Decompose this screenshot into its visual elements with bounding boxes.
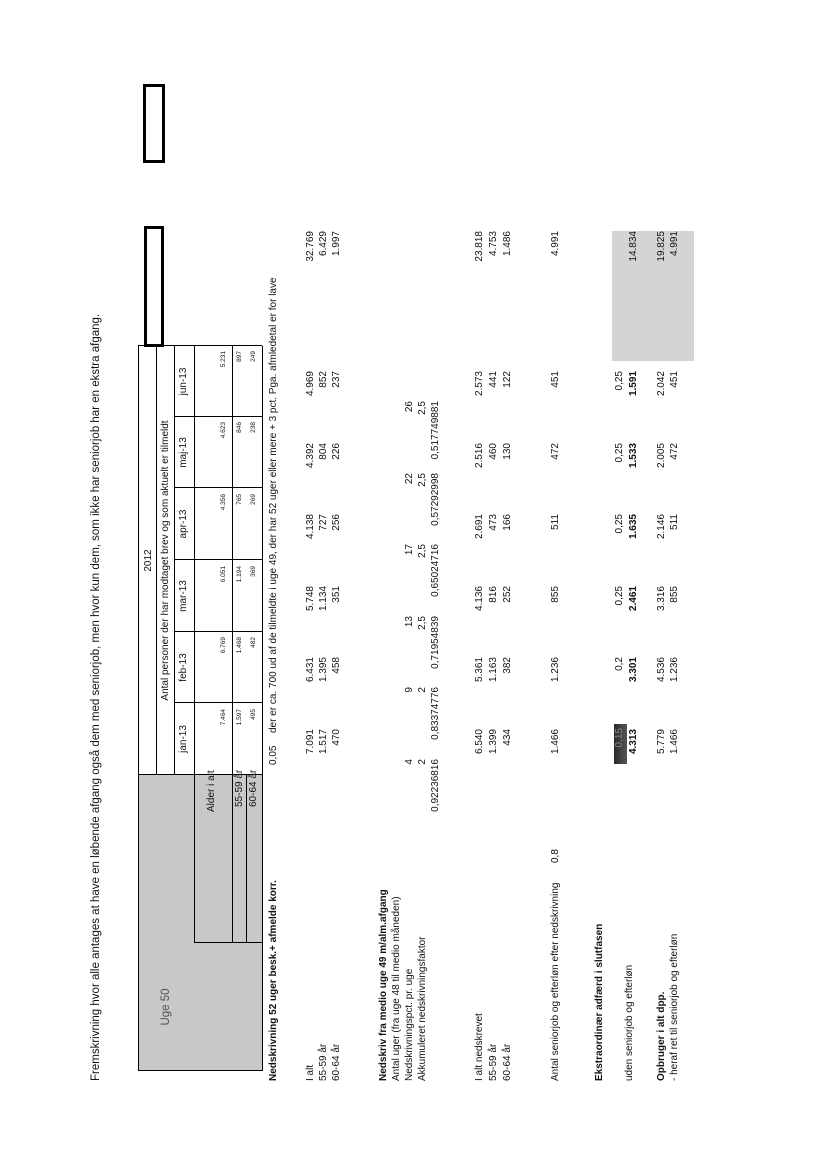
table-cell: 1.194: [236, 566, 243, 583]
note-text: der er ca. 700 ud af de tilmeldte i uge 49, der har 52 uger eller mere + 3 pct. Pga. afmledetal er for lave: [268, 277, 279, 733]
row-label: I alt nedskrevet: [474, 1013, 485, 1081]
value-cell: 804: [318, 443, 329, 460]
row-label: 55-59 år: [488, 1043, 499, 1081]
rate-cell: 0,2: [614, 657, 625, 671]
table-cell: 482: [250, 637, 257, 648]
value-cell: 1.466: [550, 729, 561, 755]
value-cell: 434: [502, 729, 513, 746]
value-cell: 2: [417, 687, 428, 693]
value-cell: 9: [404, 687, 415, 693]
value-cell: 1.517: [318, 729, 329, 755]
month-header: jan-13: [178, 725, 189, 753]
value-cell: 0,71954839: [430, 616, 441, 669]
value-cell: 4.136: [474, 586, 485, 612]
value-cell: 2,5: [417, 473, 428, 487]
table-cell: 765: [236, 494, 243, 505]
value-cell: 4.392: [305, 443, 316, 469]
table-cell: 4.356: [220, 494, 227, 511]
value-cell: 7.091: [305, 729, 316, 755]
rate-cell: 0,25: [614, 371, 625, 391]
total-cell: 19.825: [656, 231, 667, 262]
total-cell: 23.818: [474, 231, 485, 262]
value-cell: 727: [318, 514, 329, 531]
value-cell: 122: [502, 371, 513, 388]
row-label: Antal uger (fra uge 48 til medio måneden): [391, 896, 402, 1081]
value-cell: 6.431: [305, 657, 316, 683]
value-cell: 511: [550, 514, 561, 530]
value-cell: 1.399: [488, 729, 499, 755]
value-cell: 4: [404, 759, 415, 765]
month-header: jun-13: [178, 367, 189, 396]
value-cell: 166: [502, 514, 513, 531]
value-cell: 1.533: [628, 443, 639, 469]
table-cell: 1.468: [236, 637, 243, 654]
value-cell: 470: [331, 729, 342, 746]
table-cell: 249: [250, 351, 257, 362]
total-cell: 4.991: [550, 231, 561, 257]
total-cell: 6.429: [318, 231, 329, 257]
table-cell: 846: [236, 422, 243, 433]
rate-cell: 0,25: [614, 514, 625, 534]
value-cell: 17: [404, 544, 415, 556]
total-cell: 1.486: [502, 231, 513, 257]
table-cell: 5.231: [220, 351, 227, 368]
corner-shade: [138, 775, 262, 1071]
total-cell: 4.991: [669, 231, 680, 257]
factor-value: 0,8: [550, 849, 561, 863]
row-label: - heraf ret til seniorjob og efterløn: [669, 933, 680, 1081]
value-cell: 351: [331, 586, 342, 603]
value-cell: 852: [318, 371, 329, 388]
value-cell: 2: [417, 759, 428, 765]
value-cell: 2.461: [628, 586, 639, 612]
row-label: I alt: [305, 1064, 316, 1081]
value-cell: 1.591: [628, 371, 639, 397]
value-cell: 2.042: [656, 371, 667, 397]
value-cell: 13: [404, 616, 415, 628]
value-cell: 3.316: [656, 586, 667, 612]
value-cell: 2.005: [656, 443, 667, 469]
factor-value: 0,05: [268, 745, 279, 765]
value-cell: 382: [502, 657, 513, 674]
row-label: Alder i alt: [206, 770, 217, 812]
value-cell: 855: [550, 586, 561, 603]
value-cell: 2,5: [417, 401, 428, 415]
row-label: 60-64 år: [502, 1043, 513, 1081]
value-cell: 1.134: [318, 586, 329, 612]
value-cell: 472: [550, 443, 561, 460]
value-cell: 511: [669, 514, 680, 530]
value-cell: 4.969: [305, 371, 316, 397]
value-cell: 441: [488, 371, 499, 388]
value-cell: 1.236: [550, 657, 561, 683]
subheader: Antal personer der har modtaget brev og som aktuelt er tilmeldt: [160, 420, 171, 701]
value-cell: 2,5: [417, 544, 428, 558]
intro-text: Fremskrivning hvor alle antages at have en løbende afgang også dem med seniorjob, men hvor kun dem, som ikke har seniorjob har en ekstra afgang.: [90, 313, 102, 1081]
rate-cell: 0,25: [614, 586, 625, 606]
section-title: Ekstraordinær adfærd i slutfasen: [594, 923, 605, 1081]
value-cell: 3.301: [628, 657, 639, 683]
value-cell: 460: [488, 443, 499, 460]
value-cell: 256: [331, 514, 342, 531]
value-cell: 4.536: [656, 657, 667, 683]
value-cell: 1.635: [628, 514, 639, 540]
rate-cell: 0,25: [614, 443, 625, 463]
value-cell: 5.748: [305, 586, 316, 612]
table-cell: 897: [236, 351, 243, 362]
table-cell: 4.623: [220, 422, 227, 439]
value-cell: 0,517749881: [430, 401, 441, 460]
table-cell: 6.051: [220, 566, 227, 583]
total-cell: 1.997: [331, 231, 342, 257]
row-label: 55-59 år: [318, 1043, 329, 1081]
value-cell: 237: [331, 371, 342, 388]
table-cell: 7.464: [220, 709, 227, 726]
value-cell: 22: [404, 473, 415, 485]
value-cell: 0,57292998: [430, 473, 441, 526]
value-cell: 1.163: [488, 657, 499, 683]
table-cell: 238: [250, 422, 257, 433]
table-cell: 269: [250, 494, 257, 505]
empty-box: [143, 84, 165, 163]
value-cell: 4.138: [305, 514, 316, 540]
value-cell: 458: [331, 657, 342, 674]
month-header: mar-13: [178, 580, 189, 612]
year-header: 2012: [143, 549, 154, 572]
value-cell: 1.395: [318, 657, 329, 683]
row-label: 55-59 år: [234, 769, 245, 807]
value-cell: 1.236: [669, 657, 680, 683]
table-cell: 6.769: [220, 637, 227, 654]
value-cell: 5.361: [474, 657, 485, 683]
table-cell: 495: [250, 709, 257, 720]
table-cell: 369: [250, 566, 257, 577]
value-cell: 26: [404, 401, 415, 413]
value-cell: 130: [502, 443, 513, 460]
month-header: feb-13: [178, 653, 189, 682]
value-cell: 2.146: [656, 514, 667, 540]
value-cell: 816: [488, 586, 499, 603]
section-title: Nedskriv fra medio uge 49 m/alm.afgang: [378, 889, 389, 1081]
highlighted-rate: 0,15: [614, 728, 625, 748]
value-cell: 5.779: [656, 729, 667, 755]
row-label: Akkumuleret nedskrivningsfaktor: [417, 936, 428, 1081]
value-cell: 0,65024716: [430, 544, 441, 597]
value-cell: 2.691: [474, 514, 485, 540]
row-label: Antal seniorjob og efterløn efter nedskrivning: [550, 882, 561, 1081]
section-title: Nedskrivning 52 uger besk.+ afmelde korr.: [268, 880, 279, 1081]
row-label: 60-64 år: [248, 769, 259, 807]
value-cell: 855: [669, 586, 680, 603]
row-label: uden seniorjob og efterløn: [624, 964, 635, 1081]
section-title: Opbruger i alt dpp.: [656, 991, 667, 1081]
month-header: apr-13: [178, 509, 189, 539]
total-cell: 32.769: [305, 231, 316, 262]
value-cell: 451: [669, 371, 680, 388]
value-cell: 0,92236816: [430, 759, 441, 812]
value-cell: 472: [669, 443, 680, 460]
month-header: maj-13: [178, 437, 189, 468]
value-cell: 451: [550, 371, 561, 388]
value-cell: 1.466: [669, 729, 680, 755]
row-label: 60-64 år: [331, 1043, 342, 1081]
value-cell: 2.516: [474, 443, 485, 469]
value-cell: 2,5: [417, 616, 428, 630]
value-cell: 6.540: [474, 729, 485, 755]
row-label: Nedskrivningspct. pr. uge: [404, 968, 415, 1081]
value-cell: 4.313: [628, 729, 639, 755]
value-cell: 473: [488, 514, 499, 531]
value-cell: 2.573: [474, 371, 485, 397]
totals-shade: [612, 231, 694, 361]
value-cell: 252: [502, 586, 513, 603]
total-cell: 4.753: [488, 231, 499, 257]
corner-label: Uge 50: [160, 988, 172, 1026]
empty-box: [144, 226, 164, 347]
value-cell: 226: [331, 443, 342, 460]
total-cell: 14.834: [628, 231, 639, 262]
table-cell: 1.597: [236, 709, 243, 726]
value-cell: 0,83374776: [430, 687, 441, 740]
